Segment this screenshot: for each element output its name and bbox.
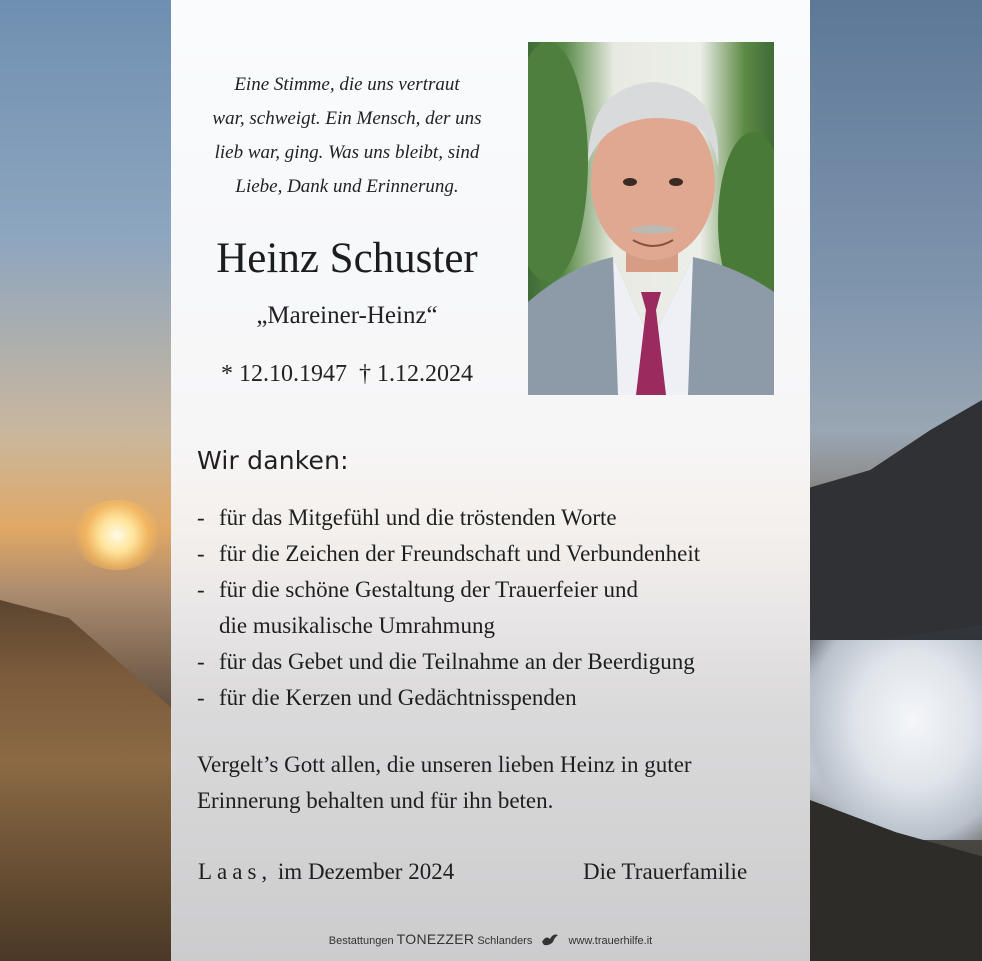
footer-url[interactable]: www.trauerhilfe.it [568,935,653,947]
list-item-text: für das Mitgefühl und die tröstenden Worte [219,505,617,530]
list-item-text: für das Gebet und die Teilnahme an der Beerdigung [219,649,695,674]
closing-text [197,747,692,819]
footer-brand: TONEZZER [396,931,475,947]
place-date [198,859,454,885]
life-dates: * 12.10.1947 † 1.12.2024 [221,361,473,387]
list-item-text: die musikalische Umrahmung [219,613,495,638]
list-item [197,536,700,572]
sun-glow [72,500,162,570]
poem-line: lieb war, ging. Was uns bleibt, sind [214,142,480,163]
list-dash: - [197,541,205,566]
list-dash: - [197,577,205,602]
list-dash: - [197,685,205,710]
portrait-illustration [528,42,774,395]
deceased-nickname: „Mareiner-Heinz“ [256,302,438,329]
list-item-text: für die Zeichen der Freundschaft und Verbundenheit [219,541,701,566]
list-item [197,572,700,644]
list-item [197,680,700,716]
list-dash: - [197,505,205,530]
date-text: im Dezember 2024 [277,859,455,884]
list-item-text: für die schöne Gestaltung der Trauerfeier und [219,577,638,602]
place-name: Laas, [198,859,273,884]
poem-line: Liebe, Dank und Erinnerung. [235,176,459,197]
poem-line: war, schweigt. Ein Mensch, der uns [212,108,482,129]
closing-line: Vergelt’s Gott allen, die unseren lieben Heinz in guter [197,752,692,777]
footer-city: Schlanders [477,935,533,947]
family-signature: Die Trauerfamilie [583,859,748,884]
list-item [197,644,700,680]
closing-line: Erinnerung behalten und für ihn beten. [197,788,554,813]
dove-logo-icon [541,933,559,950]
deceased-name: Heinz Schuster [216,235,478,282]
thanks-heading: Wir danken: [197,446,349,475]
memorial-poem [186,68,508,204]
thanks-list [197,500,700,716]
list-dash: - [197,649,205,674]
footer-prefix: Bestattungen [328,935,394,947]
funeral-home-footer [171,931,810,950]
portrait-photo [528,42,774,395]
poem-line: Eine Stimme, die uns vertraut [234,74,460,95]
list-item [197,500,700,536]
list-item-text: für die Kerzen und Gedächtnisspenden [219,685,577,710]
